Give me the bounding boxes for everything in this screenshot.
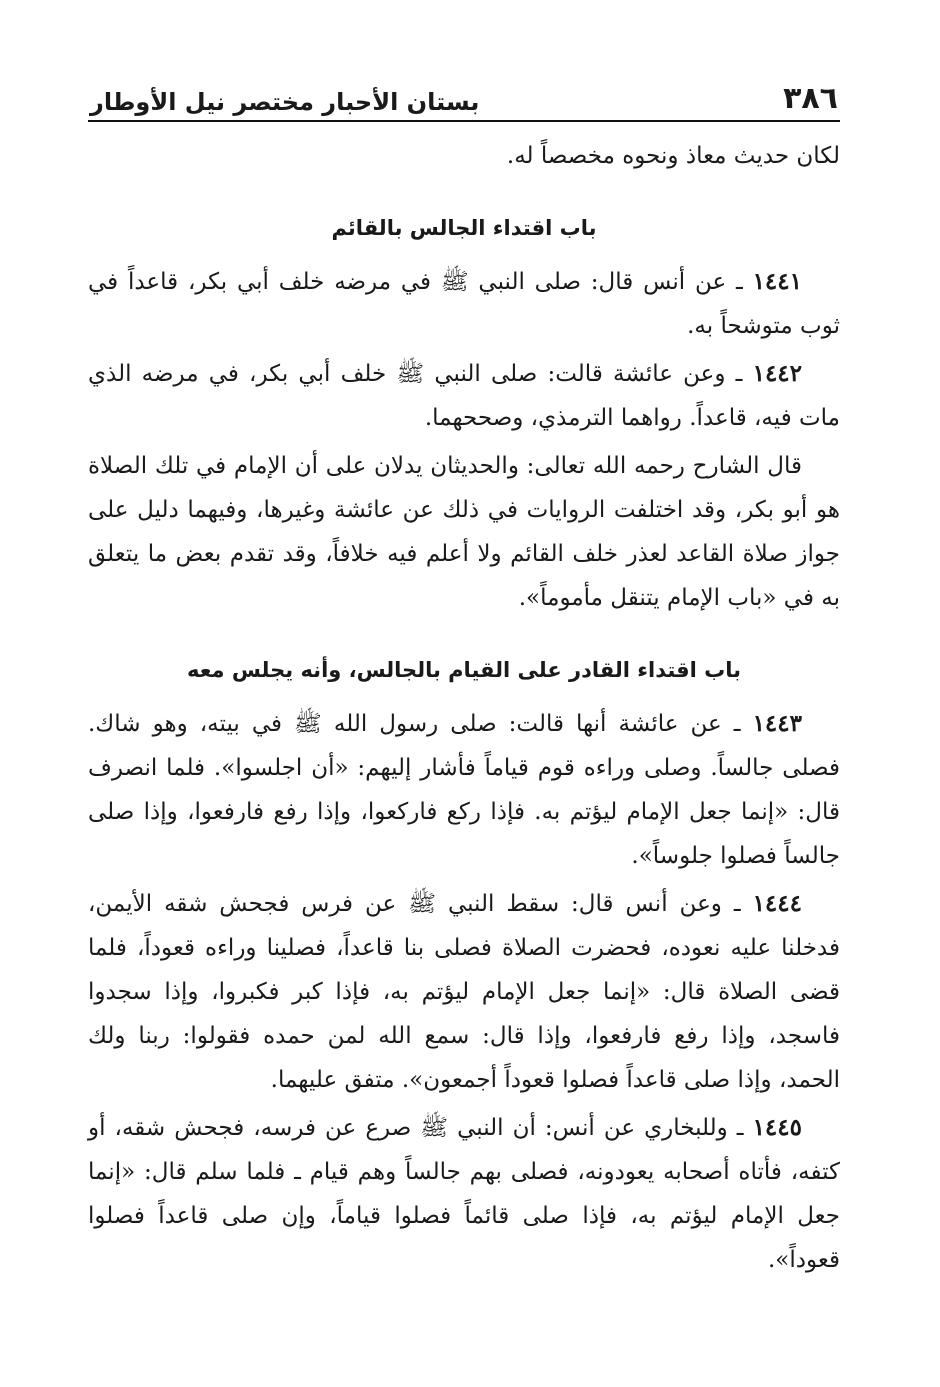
hadith-number: ١٤٤٤ — [752, 890, 802, 917]
hadith-number: ١٤٤١ — [752, 268, 802, 295]
page-header — [88, 70, 840, 122]
book-page — [88, 70, 840, 1347]
hadith-text: ـ وعن أنس قال: سقط النبي ﷺ عن فرس فجحش شقه الأيمن، فدخلنا عليه نعوده، فحضرت الصلاة فصلى بنا قاعداً، فصلينا وراءه قعوداً، فلما قضى الصلاة قال: «إنما جعل الإمام ليؤتم به، فإذا كبر فكبروا، وإذا سجدوا فاسجد، وإذا رفع فارفعوا، وإذا قال: سمع الله لمن حمده فقولوا: ربنا ولك الحمد، وإذا صلى قاعداً فصلوا قعوداً أجمعون». متفق عليهما. — [88, 891, 840, 1093]
opening-line: لكان حديث معاذ ونحوه مخصصاً له. — [506, 143, 840, 169]
hadith-text: ـ عن عائشة أنها قالت: صلى رسول الله ﷺ في بيته، وهو شاك. فصلى جالساً. وصلى وراءه قوم قياماً فأشار إليهم: «أن اجلسوا». فلما انصرف قال: «إنما جعل الإمام ليؤتم به. فإذا ركع فاركعوا، وإذا رفع فارفعوا، وإذا صلى جالساً فصلوا جلوساً». — [88, 711, 840, 869]
page-body — [88, 134, 840, 1282]
hadith-1444 — [88, 882, 840, 1102]
running-title: بستان الأحبار مختصر نيل الأوطار — [90, 88, 480, 116]
hadith-number: ١٤٤٢ — [752, 360, 803, 387]
hadith-1443 — [88, 702, 840, 878]
hadith-1441 — [88, 260, 840, 348]
hadith-text: ـ عن أنس قال: صلى النبي ﷺ في مرضه خلف أبي بكر، قاعداً في ثوب متوشحاً به. — [88, 269, 840, 339]
section-heading-1: باب اقتداء الجالس بالقائم — [331, 216, 597, 240]
hadith-text: ـ وللبخاري عن أنس: أن النبي ﷺ صرع عن فرسه، فجحش شقه، أو كتفه، فأتاه أصحابه يعودونه، فصلى بهم جالساً وهم قيام ـ فلما سلم قال: «إنما جعل الإمام ليؤتم به، فإذا صلى قائماً فصلوا قياماً، وإن صلى قاعداً فصلوا قعوداً». — [88, 1115, 840, 1273]
commentary-paragraph: قال الشارح رحمه الله تعالى: والحديثان يدلان على أن الإمام في تلك الصلاة هو أبو بكر، وقد اختلفت الروايات في ذلك عن عائشة وغيرها، وفيهما دليل على جواز صلاة القاعد لعذر خلف القائم ولا أعلم فيه خلافاً، وقد تقدم بعض ما يتعلق به في «باب الإمام يتنقل مأموماً». — [88, 453, 840, 611]
hadith-1445 — [88, 1106, 840, 1282]
section-heading-2: باب اقتداء القادر على القيام بالجالس، وأنه يجلس معه — [186, 658, 742, 682]
hadith-number: ١٤٤٣ — [752, 710, 802, 737]
hadith-number: ١٤٤٥ — [752, 1114, 802, 1141]
hadith-text: ـ وعن عائشة قالت: صلى النبي ﷺ خلف أبي بكر، في مرضه الذي مات فيه، قاعداً. رواهما الترمذي، وصححهما. — [88, 361, 840, 431]
page-number: ٣٨٦ — [783, 81, 838, 116]
hadith-1442 — [88, 352, 840, 440]
